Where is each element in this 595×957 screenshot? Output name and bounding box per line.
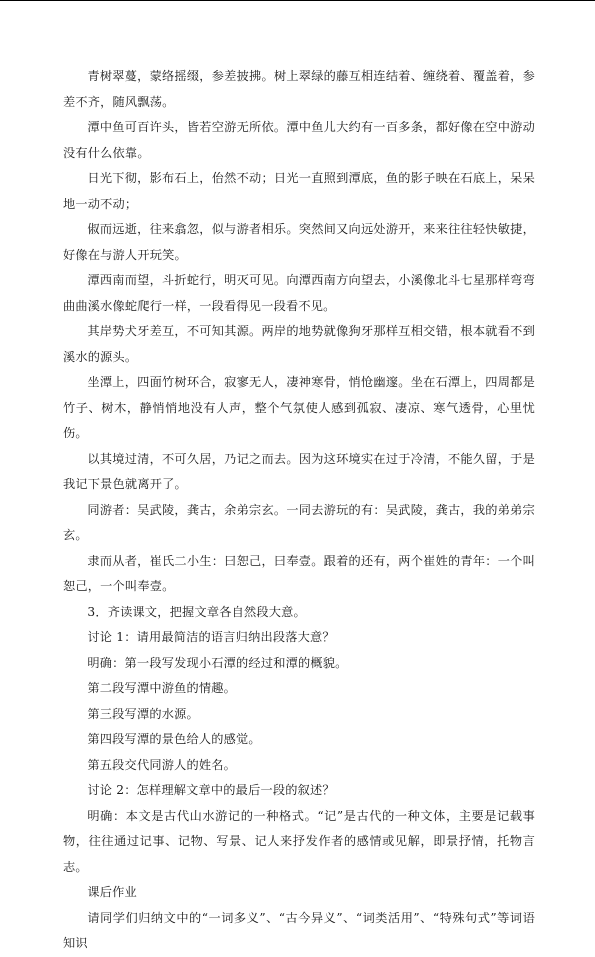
paragraph-shore: 其岸势犬牙差互，不可知其源。两岸的地势就像狗牙那样互相交错，根本就看不到溪水的源头。 xyxy=(63,324,535,364)
paragraph-answer-2: 明确：本文是古代山水游记的一种格式。“记”是古代的一种文体，主要是记载事物，往往通过记事、记物、写景、记人来抒发作者的感情或见解，即景抒情，托物言志。 xyxy=(63,808,535,874)
paragraph-fish-count: 潭中鱼可百许头，皆若空游无所依。潭中鱼儿大约有一百多条，都好像在空中游动没有什么依靠。 xyxy=(63,120,535,160)
paragraph-discussion-1: 讨论 1：请用最简洁的语言归纳出段落大意？ xyxy=(87,630,335,644)
paragraph-discussion-2: 讨论 2：怎样理解文章中的最后一段的叙述？ xyxy=(87,783,335,797)
paragraph-green-vines: 青树翠蔓，蒙络摇缀，参差披拂。树上翠绿的藤互相连结着、缠绕着、覆盖着，参差不齐，随风飘荡。 xyxy=(63,69,535,109)
paragraph-homework-heading: 课后作业 xyxy=(87,885,137,899)
paragraph-leaving: 以其境过清，不可久居，乃记之而去。因为这环境实在过于冷清，不能久留，于是我记下景色就离开了。 xyxy=(63,451,535,491)
paragraph-section-5: 第五段交代同游人的姓名。 xyxy=(87,757,237,772)
paragraph-sitting: 坐潭上，四面竹树环合，寂寥无人，凄神寒骨，悄怆幽邃。坐在石潭上，四周都是竹子、树木，静悄悄地没有人声，整个气氛使人感到孤寂、凄凉、寒气透骨，心里忧伤。 xyxy=(63,375,535,440)
page-body xyxy=(63,64,535,957)
paragraph-southwest-view: 潭西南而望，斗折蛇行，明灭可见。向潭西南方向望去，小溪像北斗七星那样弯弯曲曲溪水像蛇爬行一样，一段看得见一段看不见。 xyxy=(63,273,535,313)
paragraph-companions: 同游者：吴武陵，龚古，余弟宗玄。一同去游玩的有：吴武陵，龚古，我的弟弟宗玄。 xyxy=(63,502,535,542)
paragraph-followers: 隶而从者，崔氏二小生：曰恕己，曰奉壹。跟着的还有，两个崔姓的青年：一个叫恕己，一个叫奉壹。 xyxy=(63,553,535,593)
top-rule xyxy=(0,0,595,1)
paragraph-fish-swim: 俶而远逝，往来翕忽，似与游者相乐。突然间又向远处游开，来来往往轻快敏捷，好像在与游人开玩笑。 xyxy=(63,222,535,262)
paragraph-homework: 请同学们归纳文中的“一词多义”、“古今异义”、“词类活用”、“特殊句式”等词语知识 xyxy=(63,910,535,950)
paragraph-answer-1: 明确：第一段写发现小石潭的经过和潭的概貌。 xyxy=(87,655,348,670)
paragraph-section-3: 第三段写潭的水源。 xyxy=(87,706,199,721)
paragraph-sunlight: 日光下彻，影布石上，佁然不动；日光一直照到潭底，鱼的影子映在石底上，呆呆地一动不动； xyxy=(63,171,535,211)
paragraph-step-3: 3．齐读课文，把握文章各自然段大意。 xyxy=(87,604,306,619)
paragraph-section-4: 第四段写潭的景色给人的感觉。 xyxy=(87,732,261,746)
paragraph-section-2: 第二段写潭中游鱼的情趣。 xyxy=(87,681,237,695)
